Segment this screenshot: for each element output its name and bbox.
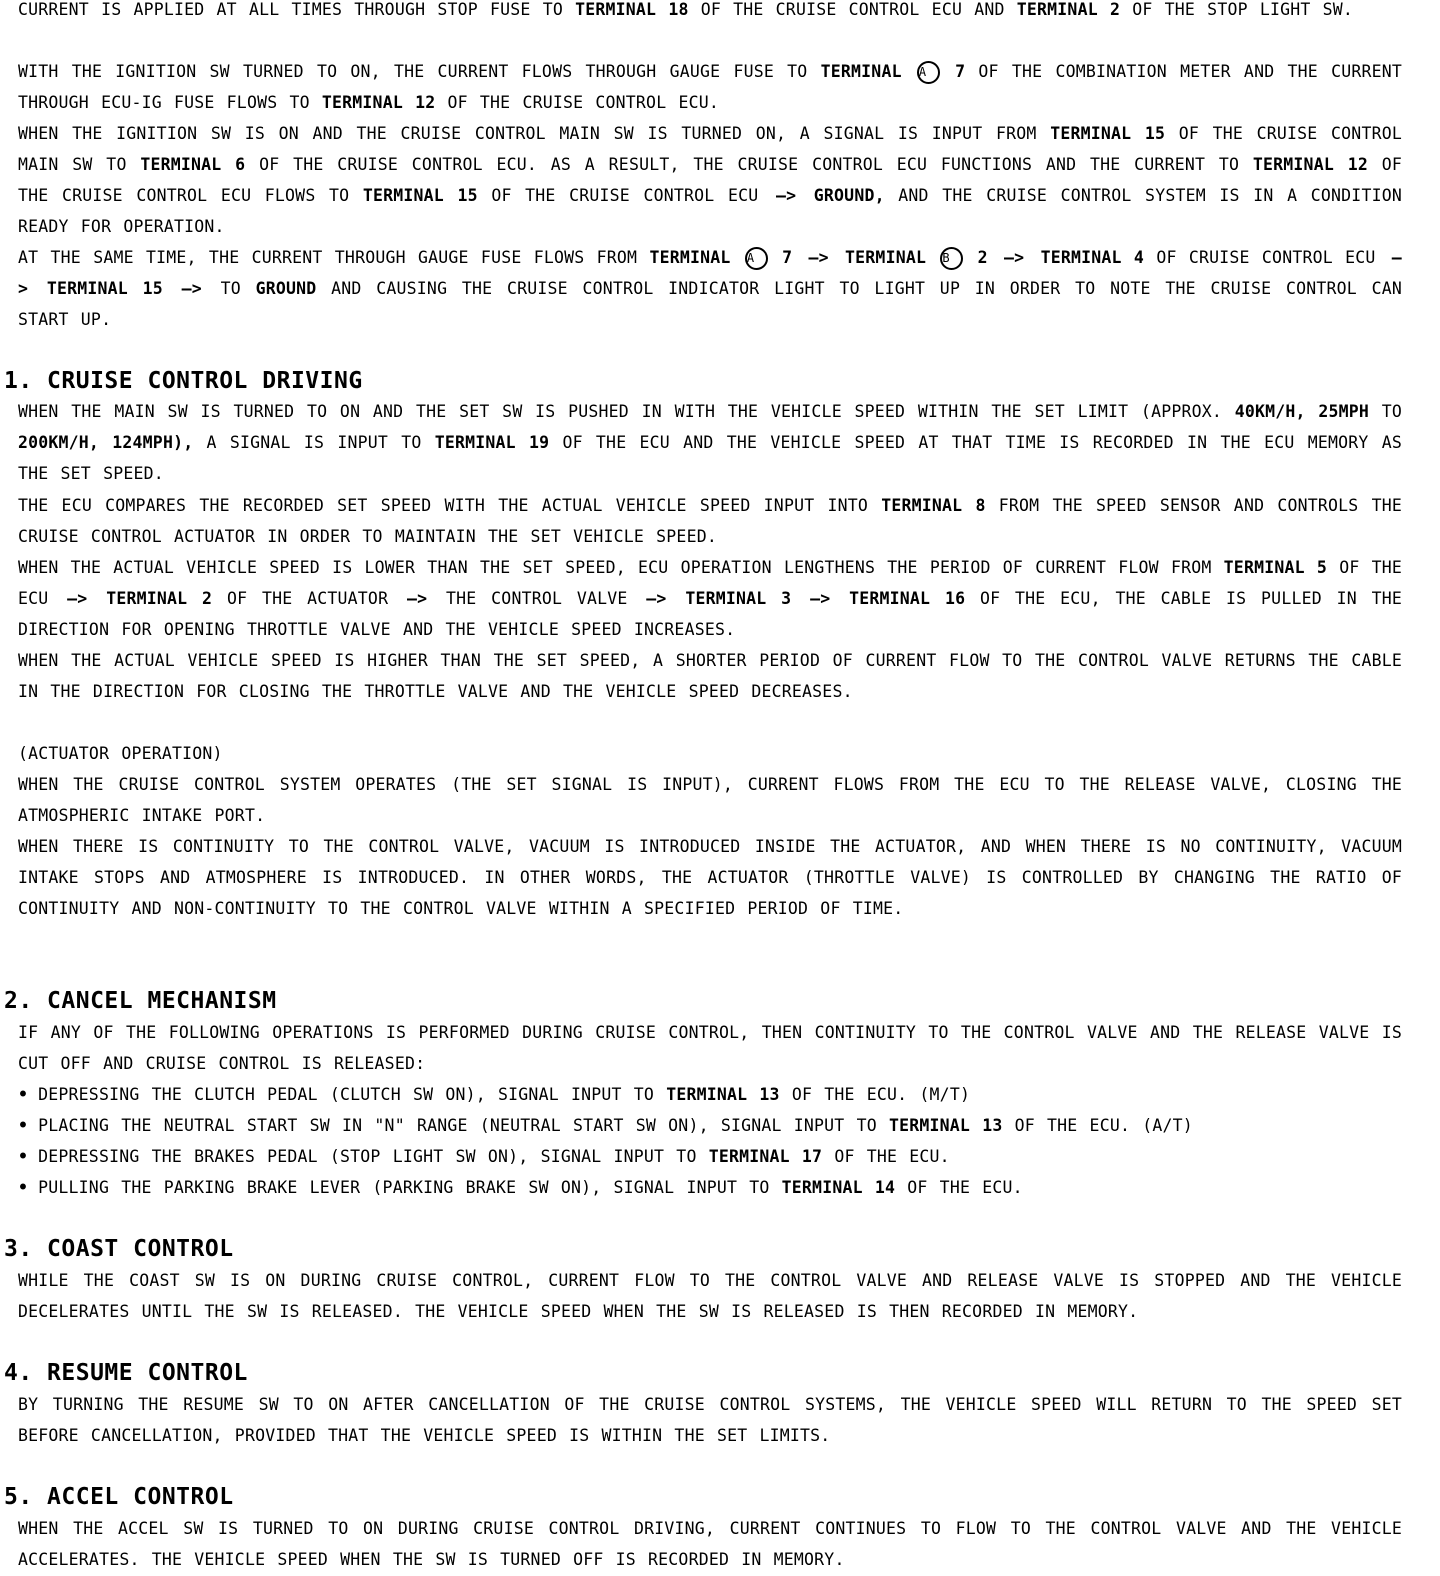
list-item: • PLACING THE NEUTRAL START SW IN "N" RANGE (NEUTRAL START SW ON), SIGNAL INPUT TO TERMINAL 13 OF THE ECU. (A/T) — [18, 1116, 1193, 1135]
connector-b-icon: B — [940, 247, 963, 270]
arrow-icon: —> — [181, 279, 202, 298]
s2-paragraph-1: IF ANY OF THE FOLLOWING OPERATIONS IS PERFORMED DURING CRUISE CONTROL, THEN CONTINUITY TO THE CONTROL VALVE AND THE RELEASE VALVE IS CUT OFF AND CRUISE CONTROL IS RELEASED: — [18, 1023, 1402, 1073]
bullet-icon: • — [18, 1147, 29, 1166]
arrow-icon: —> — [808, 248, 829, 267]
s1-paragraph-6: WHEN THE CRUISE CONTROL SYSTEM OPERATES (THE SET SIGNAL IS INPUT), CURRENT FLOWS FROM THE ECU TO THE RELEASE VALVE, CLOSING THE ATMOSPHERIC INTAKE PORT. — [18, 775, 1402, 825]
s5-paragraph-1: WHEN THE ACCEL SW IS TURNED TO ON DURING CRUISE CONTROL DRIVING, CURRENT CONTINUES TO FLOW TO THE CONTROL VALVE AND THE VEHICLE ACCELERATES. THE VEHICLE SPEED WHEN THE SW IS TURNED OFF IS RECORDED IN MEMORY. — [18, 1519, 1402, 1569]
arrow-icon: —> — [1004, 248, 1025, 267]
list-item: • DEPRESSING THE BRAKES PEDAL (STOP LIGHT SW ON), SIGNAL INPUT TO TERMINAL 17 OF THE ECU. — [18, 1147, 950, 1166]
section-4-heading: 4. RESUME CONTROL — [4, 1360, 248, 1386]
intro-paragraph-1: CURRENT IS APPLIED AT ALL TIMES THROUGH STOP FUSE TO TERMINAL 18 OF THE CRUISE CONTROL ECU AND TERMINAL 2 OF THE STOP LIGHT SW. — [18, 0, 1354, 19]
s3-paragraph-1: WHILE THE COAST SW IS ON DURING CRUISE CONTROL, CURRENT FLOW TO THE CONTROL VALVE AND RELEASE VALVE IS STOPPED AND THE VEHICLE DECELERATES UNTIL THE SW IS RELEASED. THE VEHICLE SPEED WHEN THE SW IS RELEASED IS THEN RECORDED IN MEMORY. — [18, 1271, 1402, 1321]
s1-paragraph-7: WHEN THERE IS CONTINUITY TO THE CONTROL VALVE, VACUUM IS INTRODUCED INSIDE THE ACTUATOR, AND WHEN THERE IS NO CONTINUITY, VACUUM INTAKE STOPS AND ATMOSPHERE IS INTRODUCED. IN OTHER WORDS, THE ACTUATOR (THROTTLE VALVE) IS CONTROLLED BY CHANGING THE RATIO OF CONTINUITY AND NON-CONTINUITY TO THE CONTROL VALVE WITHIN A SPECIFIED PERIOD OF TIME. — [18, 837, 1402, 918]
section-3-heading: 3. COAST CONTROL — [4, 1236, 234, 1262]
intro-paragraph-4: AT THE SAME TIME, THE CURRENT THROUGH GAUGE FUSE FLOWS FROM TERMINAL A 7 —> TERMINAL B 2 —> TERMINAL 4 OF CRUISE CONTROL ECU —> TERMINAL 15 —> TO GROUND AND CAUSING THE CRUISE CONTROL INDICATOR LIGHT TO LIGHT UP IN ORDER TO NOTE THE CRUISE CONTROL CAN START UP. — [18, 248, 1403, 329]
s1-actuator-heading: (ACTUATOR OPERATION) — [18, 744, 223, 763]
arrow-icon: —> — [406, 589, 428, 608]
arrow-icon: —> — [18, 248, 1402, 298]
bullet-icon: • — [18, 1178, 29, 1197]
bullet-icon: • — [18, 1116, 29, 1135]
s1-paragraph-3: WHEN THE ACTUAL VEHICLE SPEED IS LOWER THAN THE SET SPEED, ECU OPERATION LENGTHENS THE PERIOD OF CURRENT FLOW FROM TERMINAL 5 OF THE ECU —> TERMINAL 2 OF THE ACTUATOR —> THE CONTROL VALVE —> TERMINAL 3 —> TERMINAL 16 OF THE ECU, THE CABLE IS PULLED IN THE DIRECTION FOR OPENING THROTTLE VALVE AND THE VEHICLE SPEED INCREASES. — [18, 558, 1403, 639]
intro-paragraph-3: WHEN THE IGNITION SW IS ON AND THE CRUISE CONTROL MAIN SW IS TURNED ON, A SIGNAL IS INPUT FROM TERMINAL 15 OF THE CRUISE CONTROL MAIN SW TO TERMINAL 6 OF THE CRUISE CONTROL ECU. AS A RESULT, THE CRUISE CONTROL ECU FUNCTIONS AND THE CURRENT TO TERMINAL 12 OF THE CRUISE CONTROL ECU FLOWS TO TERMINAL 15 OF THE CRUISE CONTROL ECU —> GROUND, AND THE CRUISE CONTROL SYSTEM IS IN A CONDITION READY FOR OPERATION. — [18, 124, 1403, 236]
section-2-heading: 2. CANCEL MECHANISM — [4, 988, 277, 1014]
bullet-icon: • — [18, 1085, 29, 1104]
section-5-heading: 5. ACCEL CONTROL — [4, 1484, 234, 1510]
s1-paragraph-4: WHEN THE ACTUAL VEHICLE SPEED IS HIGHER THAN THE SET SPEED, A SHORTER PERIOD OF CURRENT FLOW TO THE CONTROL VALVE RETURNS THE CABLE IN THE DIRECTION FOR CLOSING THE THROTTLE VALVE AND THE VEHICLE SPEED DECREASES. — [18, 651, 1402, 701]
s1-paragraph-2: THE ECU COMPARES THE RECORDED SET SPEED WITH THE ACTUAL VEHICLE SPEED INPUT INTO TERMINAL 8 FROM THE SPEED SENSOR AND CONTROLS THE CRUISE CONTROL ACTUATOR IN ORDER TO MAINTAIN THE SET VEHICLE SPEED. — [18, 496, 1403, 546]
s2-bullet-list — [18, 1079, 1402, 1203]
list-item: • DEPRESSING THE CLUTCH PEDAL (CLUTCH SW ON), SIGNAL INPUT TO TERMINAL 13 OF THE ECU. (M/T) — [18, 1085, 971, 1104]
s1-paragraph-1: WHEN THE MAIN SW IS TURNED TO ON AND THE SET SW IS PUSHED IN WITH THE VEHICLE SPEED WITHIN THE SET LIMIT (APPROX. 40KM/H, 25MPH TO 200KM/H, 124MPH), A SIGNAL IS INPUT TO TERMINAL 19 OF THE ECU AND THE VEHICLE SPEED AT THAT TIME IS RECORDED IN THE ECU MEMORY AS THE SET SPEED. — [18, 402, 1403, 483]
connector-a-icon: A — [917, 61, 940, 84]
s4-paragraph-1: BY TURNING THE RESUME SW TO ON AFTER CANCELLATION OF THE CRUISE CONTROL SYSTEMS, THE VEHICLE SPEED WILL RETURN TO THE SPEED SET BEFORE CANCELLATION, PROVIDED THAT THE VEHICLE SPEED IS WITHIN THE SET LIMITS. — [18, 1395, 1402, 1445]
connector-a-icon: A — [745, 247, 768, 270]
arrow-icon: —> — [646, 589, 667, 608]
list-item: • PULLING THE PARKING BRAKE LEVER (PARKING BRAKE SW ON), SIGNAL INPUT TO TERMINAL 14 OF THE ECU. — [18, 1178, 1023, 1197]
section-1-heading: 1. CRUISE CONTROL DRIVING — [4, 368, 363, 394]
intro-paragraph-2: WITH THE IGNITION SW TURNED TO ON, THE CURRENT FLOWS THROUGH GAUGE FUSE TO TERMINAL A 7 OF THE COMBINATION METER AND THE CURRENT THROUGH ECU-IG FUSE FLOWS TO TERMINAL 12 OF THE CRUISE CONTROL ECU. — [18, 62, 1403, 112]
arrow-icon: —> — [67, 589, 88, 608]
arrow-icon: —> — [810, 589, 831, 608]
arrow-icon: —> — [775, 186, 797, 205]
